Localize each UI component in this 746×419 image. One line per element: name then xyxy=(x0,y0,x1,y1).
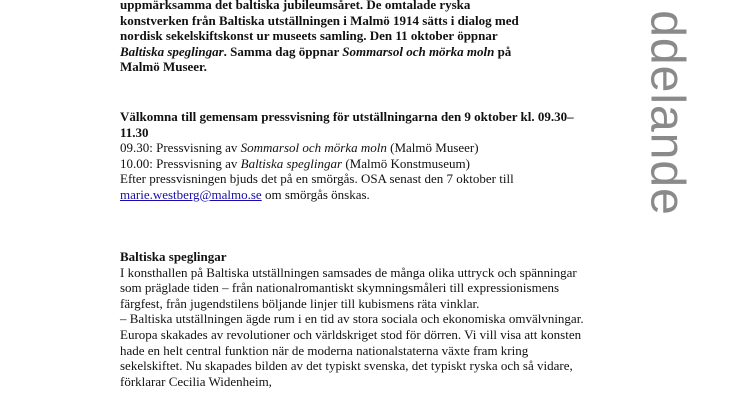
vertical-side-label xyxy=(637,0,697,225)
email-link[interactable]: marie.westberg@malmo.se xyxy=(120,186,262,202)
press-invitation xyxy=(120,109,590,203)
rsvp-text: Efter pressvisningen bjuds det på en smörgås. OSA senast den 7 oktober till xyxy=(120,171,514,187)
exhibition-title: Baltiska speglingar xyxy=(120,43,224,59)
rsvp-line: marie.westberg@malmo.se om smörgås önskas. xyxy=(120,186,370,202)
invitation-heading: Välkomna till gemensam pressvisning för utställningarna den 9 oktober kl. 09.30–11.30 xyxy=(120,109,574,140)
intro-line: uppmärksamma det baltiska jubileumsåret. De omtalade ryska xyxy=(120,0,471,12)
paragraph: I konsthallen på Baltiska utställningen samsades de många olika uttryck och spänningar som präglade tiden – från nationalromantiskt skymningsmåleri till expressionismens färgfest, från jugendstilens böljande linjer till kubismens räta vinklar. xyxy=(120,264,577,311)
intro-line: Malmö Museer. xyxy=(120,59,207,75)
section-title: Baltiska speglingar xyxy=(120,249,227,264)
schedule-item: 10.00: Pressvisning av Baltiska speglingar (Malmö Konstmuseum) xyxy=(120,155,470,171)
side-label-text: ddelande xyxy=(640,9,694,216)
schedule-item: 09.30: Pressvisning av Sommarsol och mörka moln (Malmö Museer) xyxy=(120,140,479,156)
exhibition-title: Sommarsol och mörka moln xyxy=(240,140,387,156)
exhibition-title: Sommarsol och mörka moln xyxy=(342,43,495,59)
paragraph: – Baltiska utställningen ägde rum i en tid av stora sociala och ekonomiska omvälvningar. Europa skakades av revolutioner och världskriget stod för dörren. Vi vill visa att konsten hade en helt central funktion när de moderna nationalstaterna växte fram kring sekelskiftet. Nu skapades bilden av det typiskt svenska, det typiskt ryska och så vidare, förklarar Cecilia Widenheim, xyxy=(120,311,584,389)
intro-paragraph xyxy=(120,0,590,75)
exhibition-title: Baltiska speglingar xyxy=(240,155,343,171)
intro-line: nordisk sekelskiftskonst ur museets samling. Den 11 oktober öppnar xyxy=(120,28,498,44)
intro-line: konstverken från Baltiska utställningen i Malmö 1914 sätts i dialog med xyxy=(120,12,519,28)
intro-line: Baltiska speglingar. Samma dag öppnar Sommarsol och mörka moln på xyxy=(120,43,512,59)
article-section xyxy=(120,249,590,389)
